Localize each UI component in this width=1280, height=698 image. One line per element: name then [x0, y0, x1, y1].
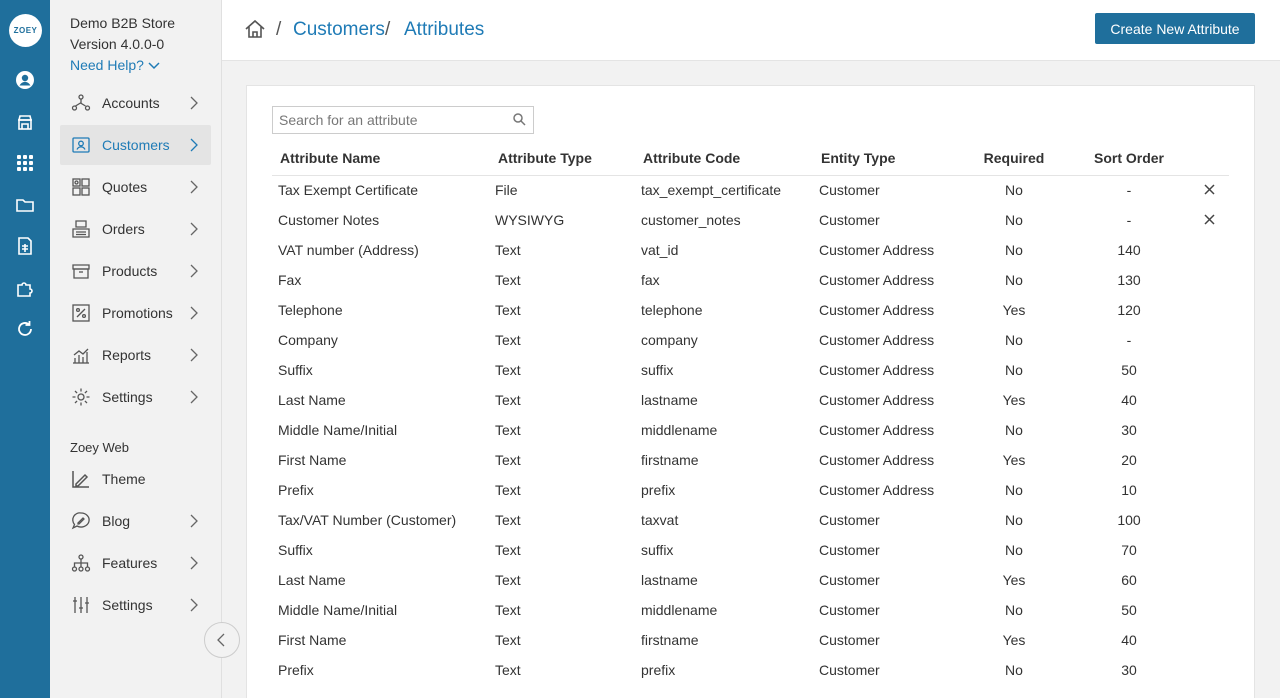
sort-order-cell: -	[1126, 212, 1132, 228]
required-cell: No	[1005, 182, 1023, 199]
required-cell: No	[1005, 212, 1023, 228]
attribute-code-cell: middlename	[641, 602, 718, 618]
attribute-name-cell: Tax Exempt Certificate	[278, 182, 419, 199]
required-cell: Yes	[1002, 572, 1026, 588]
attribute-code-cell: firstname	[641, 632, 699, 648]
attribute-code-cell: fax	[641, 272, 660, 288]
actions-cell	[1189, 325, 1229, 355]
chevron-right-icon	[187, 556, 201, 570]
table-row[interactable]	[272, 355, 1229, 385]
nav-item-label: Orders	[102, 221, 145, 237]
entity-type-cell: Customer Address	[819, 452, 935, 468]
attribute-name-cell: First Name	[278, 632, 347, 648]
chevron-down-icon	[147, 61, 161, 71]
nav-item-orders[interactable]	[60, 209, 211, 249]
chevron-right-icon	[187, 348, 201, 362]
promotions-icon	[70, 303, 91, 324]
required-cell: Yes	[1002, 302, 1026, 318]
entity-type-cell: Customer	[819, 212, 880, 228]
attribute-type-cell: Text	[495, 332, 521, 348]
collapse-sidebar-button[interactable]	[204, 622, 240, 658]
orders-icon	[70, 219, 91, 240]
attribute-type-cell: Text	[495, 302, 521, 318]
attribute-name-cell: Suffix	[278, 542, 313, 558]
attribute-type-cell: Text	[495, 632, 521, 648]
nav-item-label: Quotes	[102, 179, 148, 195]
table-row[interactable]	[272, 535, 1229, 565]
actions-cell	[1189, 265, 1229, 295]
table-row[interactable]	[272, 205, 1229, 235]
chevron-right-icon	[187, 138, 201, 152]
sort-order-cell: 70	[1121, 542, 1137, 558]
entity-type-cell: Customer Address	[819, 422, 935, 438]
delete-icon[interactable]	[1204, 184, 1215, 195]
entity-type-cell: Customer Address	[819, 272, 935, 288]
chevron-right-icon	[187, 96, 201, 110]
required-cell: No	[1005, 512, 1023, 528]
sort-order-cell: 50	[1121, 602, 1137, 618]
attribute-name-cell: Tax/VAT Number (Customer)	[278, 512, 457, 528]
attribute-type-cell: Text	[495, 452, 521, 468]
attribute-code-cell: telephone	[641, 302, 703, 318]
quotes-icon	[70, 177, 91, 198]
chevron-left-icon	[215, 633, 229, 647]
attribute-name-cell: Last Name	[278, 572, 346, 588]
attribute-type-cell: Text	[495, 542, 521, 558]
required-cell: No	[1005, 422, 1023, 438]
chevron-right-icon	[187, 514, 201, 528]
attribute-code-cell: middlename	[641, 422, 718, 438]
attribute-type-cell: Text	[495, 272, 521, 288]
spreadsheet-icon[interactable]	[15, 236, 35, 256]
nav-item-features[interactable]	[60, 543, 211, 583]
need-help-link[interactable]	[70, 57, 161, 73]
actions-cell	[1189, 445, 1229, 475]
table-row[interactable]	[272, 325, 1229, 355]
need-help-label: Need Help?	[70, 57, 144, 73]
required-cell: No	[1005, 602, 1023, 618]
store-name: Demo B2B Store	[70, 15, 176, 31]
entity-type-cell: Customer Address	[819, 302, 935, 318]
breadcrumb-customers[interactable]: Customers	[293, 19, 385, 40]
sort-order-cell: 20	[1121, 452, 1137, 468]
required-cell: Yes	[1002, 392, 1026, 408]
sort-order-cell: 130	[1117, 272, 1141, 288]
entity-type-cell: Customer Address	[819, 332, 935, 348]
nav-item-label: Accounts	[102, 95, 160, 111]
nav-item-products[interactable]	[60, 251, 211, 291]
sort-order-cell: 30	[1121, 662, 1137, 678]
column-header-attribute-type[interactable]: Attribute Type	[495, 142, 641, 175]
required-cell: No	[1005, 332, 1023, 348]
table-row[interactable]	[272, 175, 1229, 205]
chevron-right-icon	[187, 222, 201, 236]
puzzle-icon[interactable]	[15, 278, 35, 298]
chevron-right-icon	[187, 390, 201, 404]
nav-item-label: Promotions	[102, 305, 173, 321]
column-header-entity-type[interactable]: Entity Type	[819, 142, 959, 175]
entity-type-cell: Customer	[819, 542, 880, 558]
attribute-name-cell: Last Name	[278, 392, 346, 408]
sort-order-cell: 140	[1117, 242, 1141, 258]
table-row[interactable]	[272, 385, 1229, 415]
table-row[interactable]	[272, 655, 1229, 685]
page-header	[222, 0, 1280, 61]
required-cell: No	[1005, 482, 1023, 498]
chevron-right-icon	[187, 306, 201, 320]
nav-item-theme[interactable]	[60, 459, 211, 499]
required-cell: No	[1005, 662, 1023, 678]
attribute-code-cell: tax_exempt_certificate	[641, 182, 782, 199]
nav-item-web-settings[interactable]	[60, 585, 211, 625]
table-row[interactable]	[272, 625, 1229, 655]
required-cell: Yes	[1002, 632, 1026, 648]
search-icon[interactable]	[513, 113, 526, 126]
attribute-type-cell: WYSIWYG	[495, 212, 565, 228]
delete-icon[interactable]	[1204, 214, 1215, 225]
attribute-name-cell: Telephone	[278, 302, 343, 318]
table-row[interactable]	[272, 475, 1229, 505]
sort-order-cell: 10	[1121, 482, 1137, 498]
sliders-icon	[70, 595, 91, 616]
actions-cell	[1189, 625, 1229, 655]
required-cell: Yes	[1002, 452, 1026, 468]
column-header-attribute-code[interactable]: Attribute Code	[641, 142, 819, 175]
attribute-code-cell: prefix	[641, 482, 676, 498]
nav-sidebar	[50, 0, 222, 698]
attribute-type-cell: Text	[495, 602, 521, 618]
nav-item-label: Settings	[102, 389, 153, 405]
zoey-logo[interactable]: ZOEY	[9, 14, 42, 47]
attributes-card	[246, 85, 1255, 698]
entity-type-cell: Customer Address	[819, 392, 935, 408]
nav-item-label: Settings	[102, 597, 153, 613]
nav-item-blog[interactable]	[60, 501, 211, 541]
sort-order-cell: 40	[1121, 632, 1137, 648]
entity-type-cell: Customer	[819, 632, 880, 648]
breadcrumb-separator: /	[276, 19, 282, 40]
actions-cell	[1189, 505, 1229, 535]
actions-cell	[1189, 415, 1229, 445]
attribute-type-cell: Text	[495, 482, 521, 498]
create-new-attribute-button[interactable]: Create New Attribute	[1095, 13, 1255, 44]
nav-item-label: Blog	[102, 513, 131, 529]
theme-icon	[70, 469, 91, 490]
search-box	[272, 106, 534, 134]
attribute-name-cell: Prefix	[278, 482, 314, 498]
column-header-attribute-name[interactable]: Attribute Name	[272, 142, 495, 175]
refresh-icon[interactable]	[15, 319, 35, 339]
required-cell: No	[1005, 242, 1023, 258]
actions-cell	[1189, 205, 1229, 235]
attribute-code-cell: company	[641, 332, 698, 348]
entity-type-cell: Customer	[819, 512, 880, 528]
attribute-type-cell: Text	[495, 662, 521, 678]
chevron-right-icon	[187, 264, 201, 278]
attribute-code-cell: suffix	[641, 542, 674, 558]
attribute-code-cell: vat_id	[641, 242, 679, 258]
entity-type-cell: Customer	[819, 572, 880, 588]
accounts-icon	[70, 93, 91, 114]
attribute-name-cell: VAT number (Address)	[278, 242, 419, 258]
breadcrumb-separator: /	[385, 19, 391, 40]
chevron-right-icon	[187, 180, 201, 194]
table-header-row	[272, 142, 1229, 175]
column-header-actions	[1189, 142, 1229, 175]
nav-item-promotions[interactable]	[60, 293, 211, 333]
table-row[interactable]	[272, 505, 1229, 535]
attributes-table	[272, 142, 1229, 685]
attribute-code-cell: lastname	[641, 572, 698, 588]
sort-order-cell: -	[1126, 332, 1132, 348]
features-icon	[70, 553, 91, 574]
nav-item-reports[interactable]	[60, 335, 211, 375]
icon-rail	[0, 0, 50, 698]
section-label-zoey-web: Zoey Web	[70, 440, 130, 455]
breadcrumb-attributes[interactable]: Attributes	[404, 19, 485, 40]
sort-order-cell: 40	[1121, 392, 1137, 408]
attribute-type-cell: Text	[495, 362, 521, 378]
table-row[interactable]	[272, 445, 1229, 475]
nav-item-label: Reports	[102, 347, 152, 363]
sort-order-cell: 50	[1121, 362, 1137, 378]
nav-item-label: Products	[102, 263, 158, 279]
home-icon[interactable]	[244, 18, 266, 40]
actions-cell	[1189, 655, 1229, 685]
blog-icon	[70, 511, 91, 532]
attribute-code-cell: suffix	[641, 362, 674, 378]
attribute-name-cell: Middle Name/Initial	[278, 422, 398, 438]
required-cell: No	[1005, 272, 1023, 288]
actions-cell	[1189, 355, 1229, 385]
actions-cell	[1189, 295, 1229, 325]
actions-cell	[1189, 565, 1229, 595]
actions-cell	[1189, 175, 1229, 205]
store-version: Version 4.0.0-0	[70, 36, 165, 52]
attribute-type-cell: Text	[495, 392, 521, 408]
attribute-code-cell: customer_notes	[641, 212, 741, 228]
nav-item-customers[interactable]	[60, 125, 211, 165]
reports-icon	[70, 345, 91, 366]
sort-order-cell: 30	[1121, 422, 1137, 438]
nav-item-quotes[interactable]	[60, 167, 211, 207]
attribute-name-cell: Suffix	[278, 362, 313, 378]
customers-icon	[70, 135, 91, 156]
required-cell: No	[1005, 542, 1023, 558]
table-row[interactable]	[272, 415, 1229, 445]
products-icon	[70, 261, 91, 282]
attribute-code-cell: prefix	[641, 662, 676, 678]
nav-item-accounts[interactable]	[60, 83, 211, 123]
attribute-code-cell: lastname	[641, 392, 698, 408]
table-row[interactable]	[272, 235, 1229, 265]
gear-icon	[70, 387, 91, 408]
folder-icon[interactable]	[15, 195, 35, 215]
sort-order-cell: 120	[1117, 302, 1141, 318]
entity-type-cell: Customer	[819, 182, 880, 199]
table-row[interactable]	[272, 265, 1229, 295]
apps-grid-icon[interactable]	[15, 153, 35, 173]
table-row[interactable]	[272, 565, 1229, 595]
column-header-required[interactable]: Required	[959, 142, 1069, 175]
required-cell: No	[1005, 362, 1023, 378]
entity-type-cell: Customer Address	[819, 242, 935, 258]
storefront-icon[interactable]	[15, 112, 35, 132]
search-input[interactable]	[273, 107, 533, 133]
actions-cell	[1189, 385, 1229, 415]
attribute-name-cell: Customer Notes	[278, 212, 380, 228]
attribute-code-cell: taxvat	[641, 512, 679, 528]
sort-order-cell: 100	[1117, 512, 1141, 528]
chevron-right-icon	[187, 598, 201, 612]
attribute-name-cell: Fax	[278, 272, 302, 288]
entity-type-cell: Customer Address	[819, 362, 935, 378]
nav-item-label: Customers	[102, 137, 170, 153]
attribute-type-cell: Text	[495, 572, 521, 588]
attribute-type-cell: Text	[495, 422, 521, 438]
attribute-type-cell: Text	[495, 242, 521, 258]
attribute-name-cell: Middle Name/Initial	[278, 602, 398, 618]
attribute-name-cell: Company	[278, 332, 338, 348]
actions-cell	[1189, 475, 1229, 505]
entity-type-cell: Customer	[819, 602, 880, 618]
user-circle-icon[interactable]	[15, 70, 35, 90]
column-header-sort-order[interactable]: Sort Order	[1069, 142, 1189, 175]
table-row[interactable]	[272, 595, 1229, 625]
actions-cell	[1189, 535, 1229, 565]
attribute-name-cell: First Name	[278, 452, 347, 468]
attribute-type-cell: Text	[495, 512, 521, 528]
nav-item-label: Features	[102, 555, 158, 571]
attribute-code-cell: firstname	[641, 452, 699, 468]
nav-item-label: Theme	[102, 471, 146, 487]
actions-cell	[1189, 595, 1229, 625]
entity-type-cell: Customer Address	[819, 482, 935, 498]
attribute-name-cell: Prefix	[278, 662, 314, 678]
attribute-type-cell: File	[495, 182, 518, 199]
sort-order-cell: 60	[1121, 572, 1137, 588]
actions-cell	[1189, 235, 1229, 265]
table-row[interactable]	[272, 295, 1229, 325]
entity-type-cell: Customer	[819, 662, 880, 678]
sort-order-cell: -	[1126, 182, 1132, 199]
nav-item-settings[interactable]	[60, 377, 211, 417]
